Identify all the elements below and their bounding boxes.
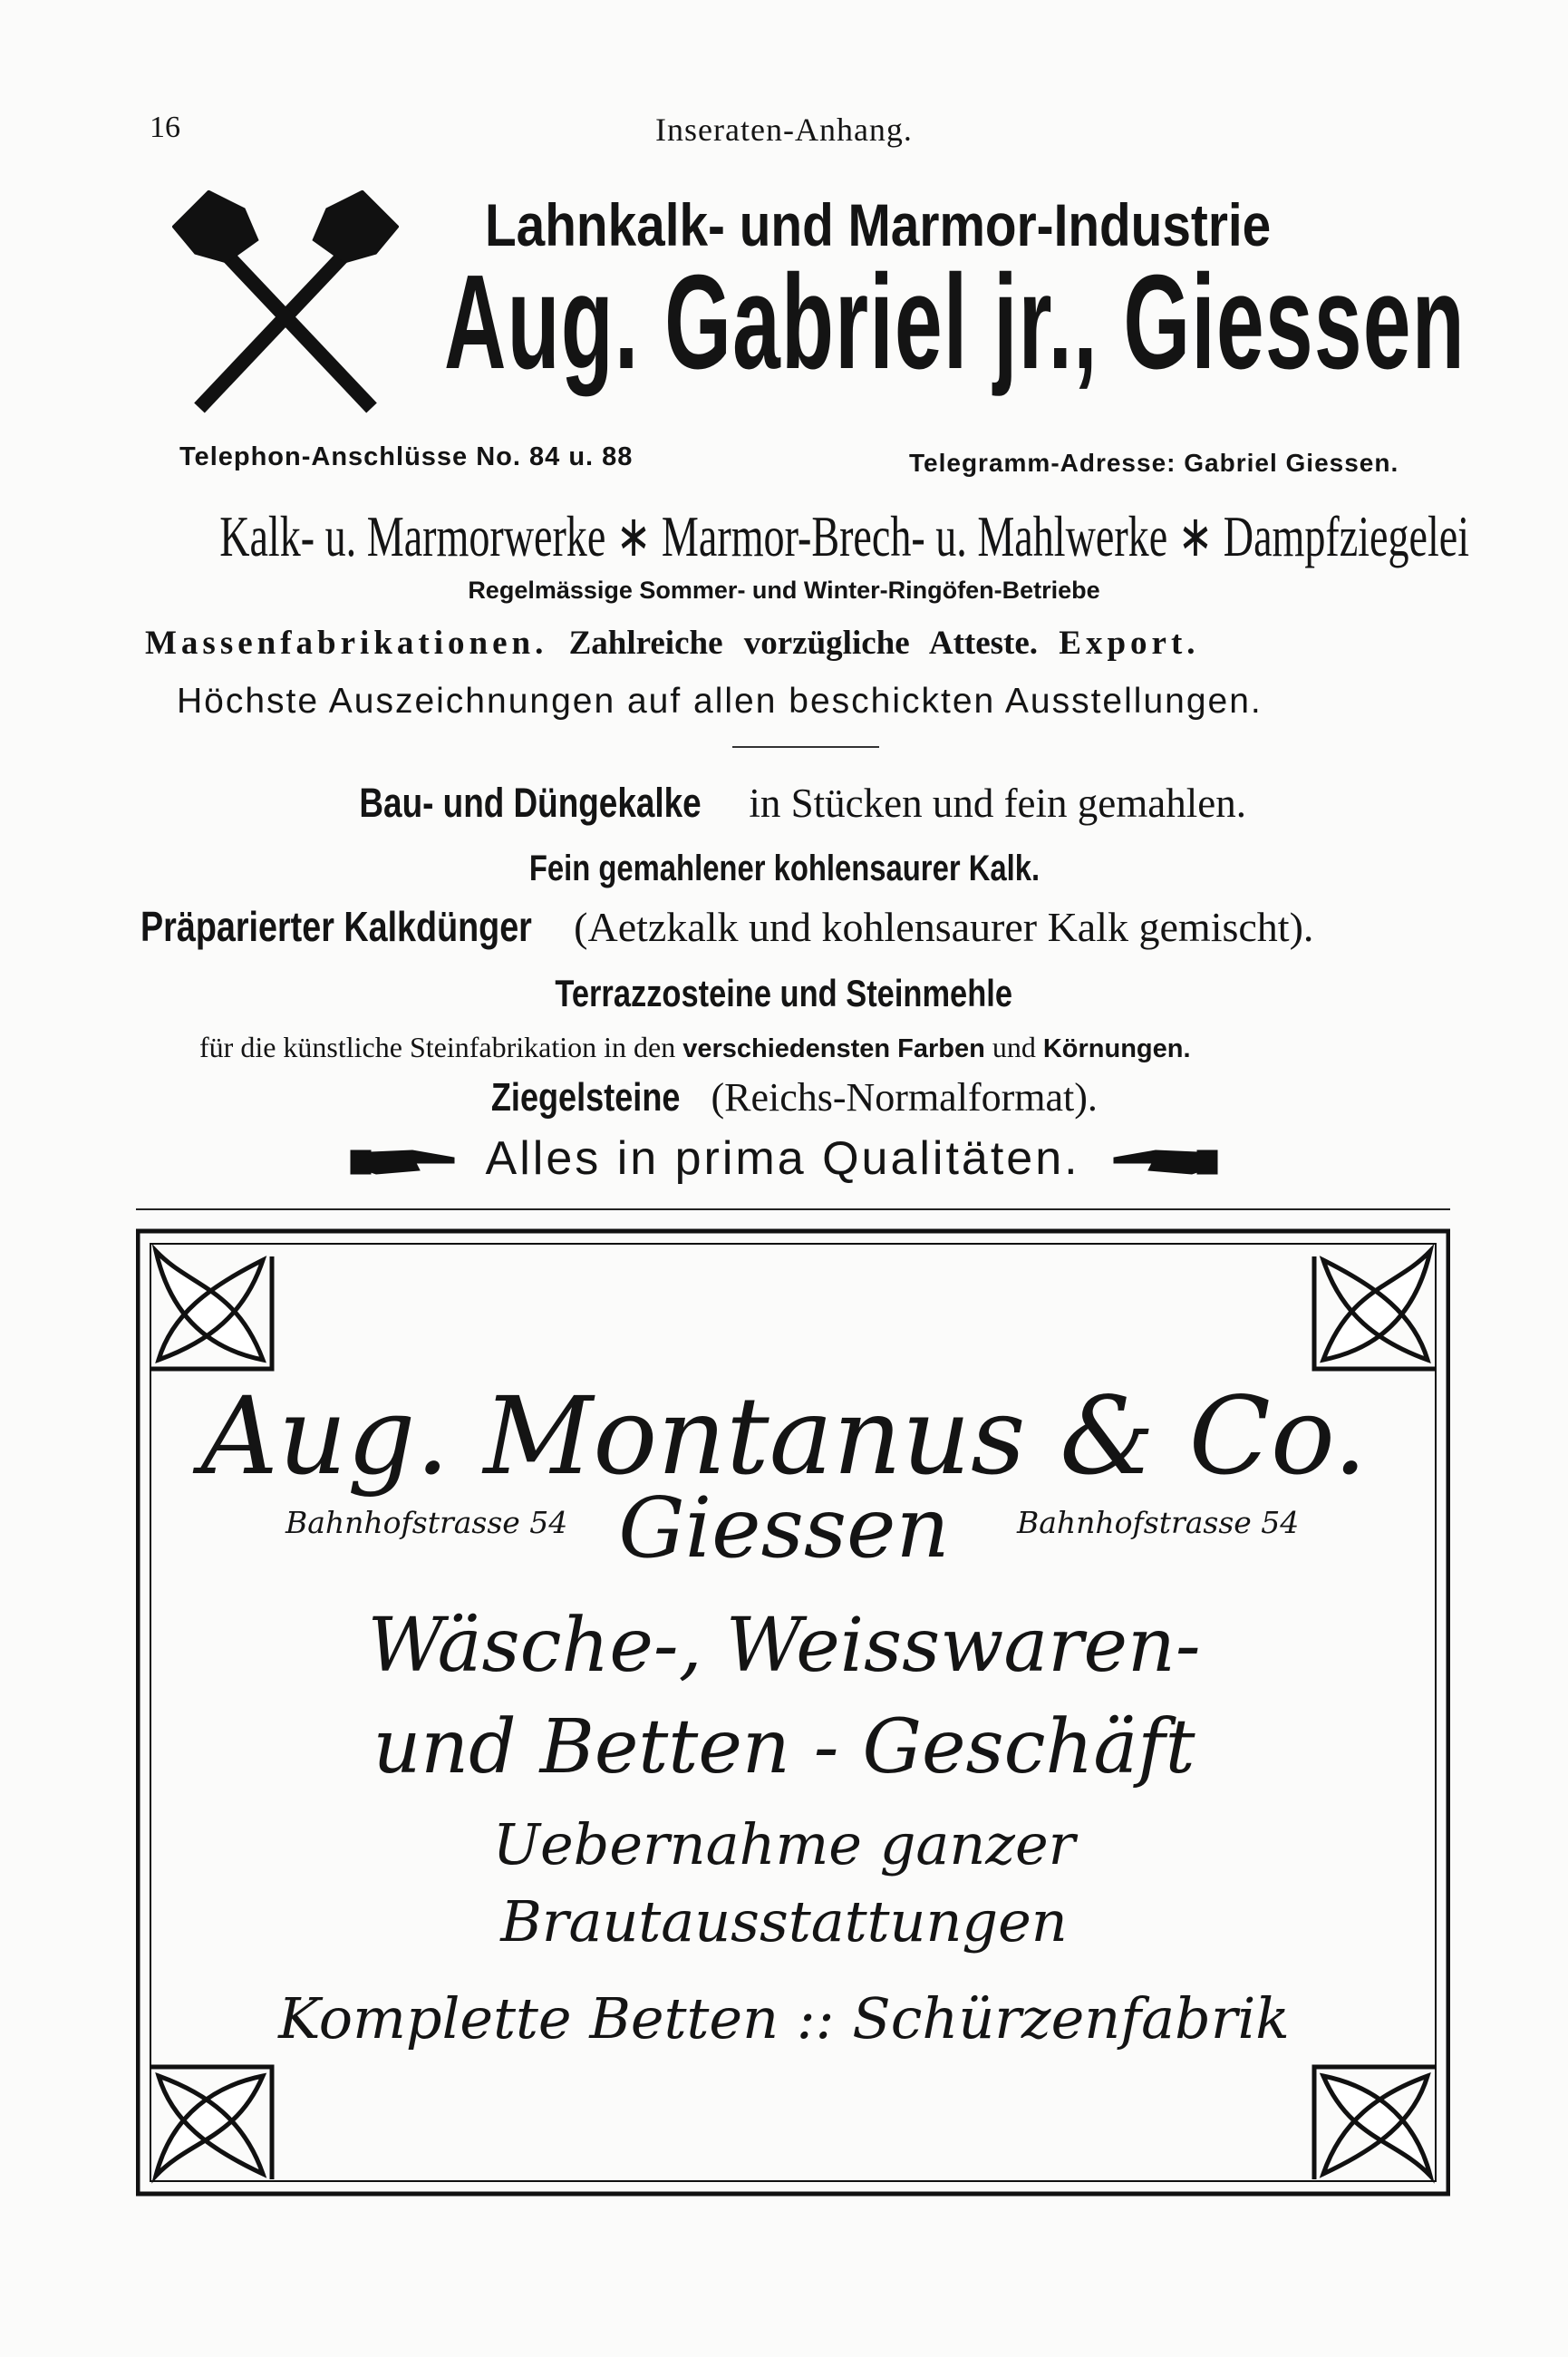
- pointing-hand-right-icon: [349, 1143, 458, 1179]
- lime-bold: Bau- und Düngekalke: [359, 780, 702, 826]
- mass-production: Massenfabrikationen.: [145, 625, 548, 662]
- montanus-firm-name: Aug. Montanus & Co.: [200, 1373, 1368, 1499]
- artificial-bold-colors: verschiedensten Farben: [682, 1034, 985, 1063]
- mass-production-line: [145, 624, 1200, 663]
- testimonials: Zahlreiche vorzügliche Atteste.: [568, 625, 1039, 662]
- quality-text: Alles in prima Qualitäten.: [485, 1132, 1080, 1185]
- export: Export.: [1059, 625, 1200, 662]
- awards-line: Höchste Auszeichnungen auf allen beschickten Ausstellungen.: [177, 682, 1263, 721]
- products-line: Komplette Betten :: Schürzenfabrik: [278, 1985, 1290, 2051]
- telephone-numbers: Telephon-Anschlüsse No. 84 u. 88: [179, 442, 634, 471]
- fertilizer-line: [140, 902, 1313, 951]
- artificial-pre: für die künstliche Steinfabrikation in den: [199, 1031, 676, 1063]
- corner-ornament-bottom-left: [150, 2067, 272, 2179]
- quality-line: [0, 1131, 1568, 1186]
- offer-line1: Uebernahme ganzer: [492, 1811, 1076, 1877]
- lime-line: [0, 780, 1568, 827]
- corner-ornament-top-left: [150, 1251, 272, 1369]
- bricks-line: [0, 1074, 1568, 1120]
- offer-line2: Brautausstattungen: [500, 1888, 1068, 1954]
- pointing-hand-left-icon: [1110, 1143, 1219, 1179]
- bricks-rest: (Reichs-Normalformat).: [711, 1075, 1098, 1120]
- fertilizer-rest: (Aetzkalk und kohlensaurer Kalk gemischt).: [574, 904, 1314, 950]
- fine-chalk: Fein gemahlener kohlensaurer Kalk.: [528, 849, 1040, 888]
- city-name: Giessen: [618, 1479, 950, 1576]
- ovens-line: Regelmässige Sommer- und Winter-Ringöfen-Betriebe: [468, 577, 1100, 604]
- running-head: Inseraten-Anhang.: [655, 112, 913, 148]
- page-number: 16: [150, 111, 180, 144]
- address-right: Bahnhofstrasse 54: [1017, 1505, 1300, 1540]
- crossed-hammers-icon: [172, 190, 399, 417]
- bricks-bold: Ziegelsteine: [491, 1075, 681, 1120]
- short-rule: [732, 746, 879, 748]
- terrazzo: Terrazzosteine und Steinmehle: [555, 972, 1013, 1014]
- ad-heading: Lahnkalk- und Marmor-Industrie: [485, 191, 1272, 258]
- corner-ornament-top-right: [1314, 1251, 1436, 1369]
- shop-type-line2: und Betten - Geschäft: [373, 1704, 1195, 1790]
- artificial-bold-grains: Körnungen.: [1042, 1034, 1191, 1063]
- lime-rest: in Stücken und fein gemahlen.: [749, 781, 1246, 826]
- telegram-address: Telegramm-Adresse: Gabriel Giessen.: [909, 449, 1399, 477]
- firm-name: Aug. Gabriel jr., Giessen: [444, 247, 1466, 397]
- terrazzo-line: [0, 972, 1568, 1016]
- shop-type-line1: Wäsche-, Weisswaren-: [367, 1603, 1201, 1689]
- works-line: Kalk- u. Marmorwerke ∗ Marmor-Brech- u. Mahlwerke ∗ Dampfziegelei: [219, 504, 1470, 568]
- artificial-mid: und: [992, 1031, 1036, 1063]
- corner-ornament-bottom-right: [1314, 2067, 1436, 2179]
- fine-chalk-line: [0, 847, 1568, 889]
- artificial-stone-line: [199, 1031, 1191, 1064]
- section-divider: [136, 1208, 1450, 1210]
- address-left: Bahnhofstrasse 54: [286, 1505, 568, 1540]
- fertilizer-bold: Präparierter Kalkdünger: [140, 903, 532, 950]
